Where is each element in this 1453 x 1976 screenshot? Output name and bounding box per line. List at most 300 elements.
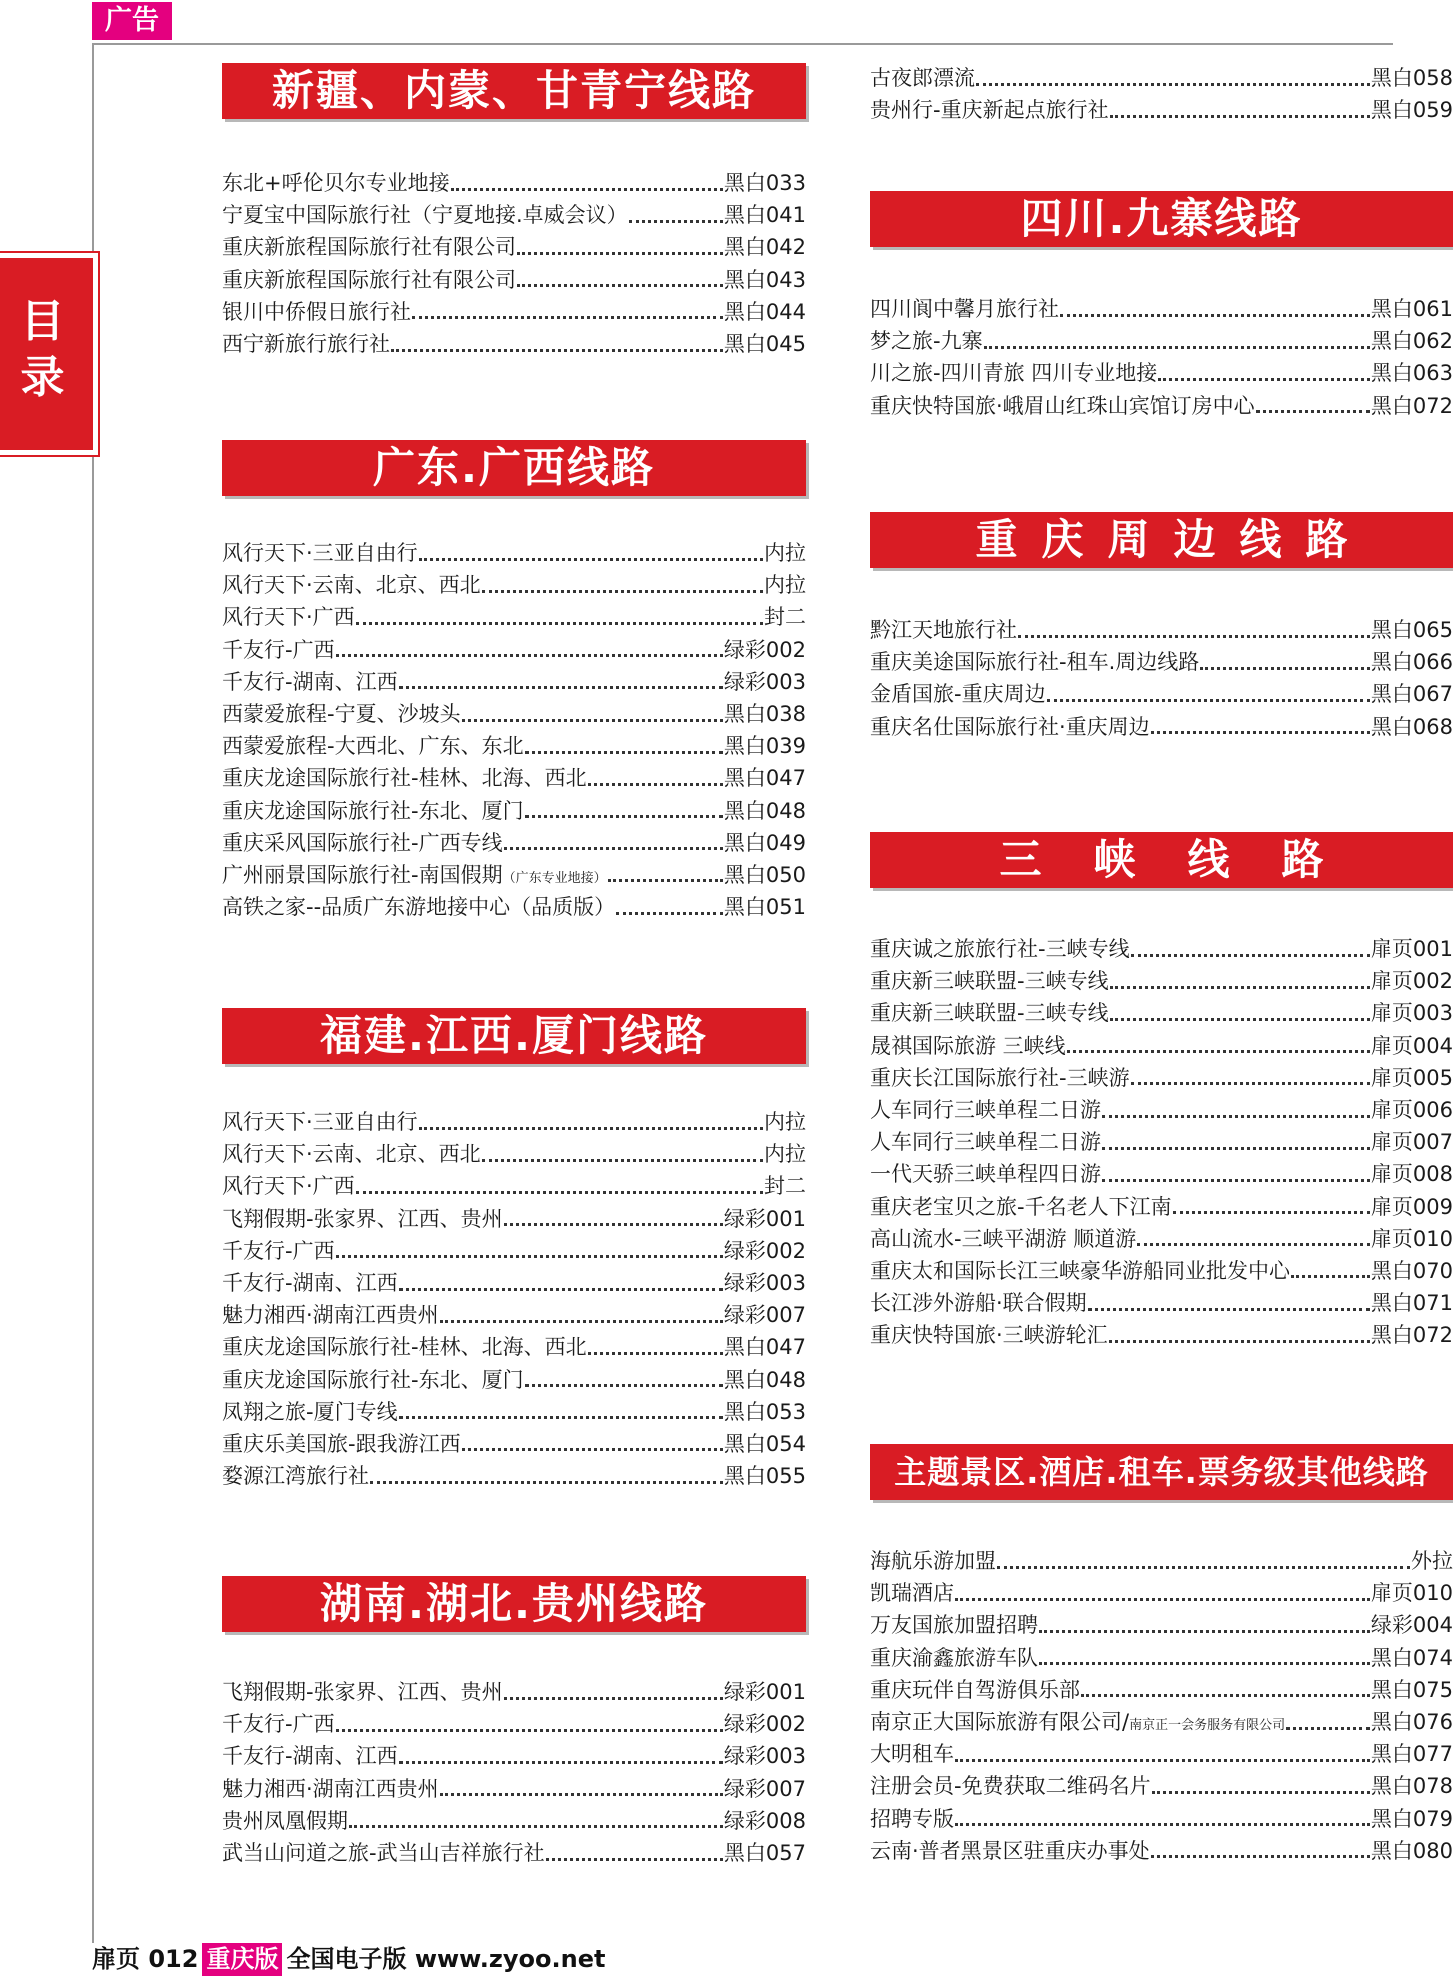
leader-dots [1018,635,1370,638]
toc-entry [222,1459,806,1491]
leader-dots [955,1598,1370,1601]
entry-page: 黑白047 [723,766,806,791]
entry-name: 重庆新三峡联盟-三峡专线 [870,969,1109,994]
leader-dots [482,1159,763,1162]
entry-list [870,292,1453,421]
entry-name: 重庆新旅程国际旅行社有限公司 [222,235,516,260]
section-guangdong [222,440,806,922]
entry-title [870,1287,1087,1317]
toc-entry [870,1125,1453,1157]
entry-name: 凤翔之旅-厦门专线 [222,1399,398,1424]
toc-entry [222,697,806,729]
entry-name: 梦之旅-九寨 [870,329,983,354]
entry-name: 千友行-湖南、江西 [222,669,398,694]
entry-page: 黑白057 [723,1841,806,1866]
toc-entry [870,1705,1453,1737]
toc-entry [870,1544,1453,1576]
entry-page: 黑白033 [723,171,806,196]
entry-name: 重庆名仕国际旅行社·重庆周边 [870,714,1150,739]
entry-page: 扉页010 [1370,1581,1453,1606]
entry-name: 招聘专版 [870,1806,954,1831]
entry-name: 高铁之家--品质广东游地接中心（品质版） [222,895,616,920]
toc-entry [870,1029,1453,1061]
entry-title [222,1203,503,1233]
entry-name: 海航乐游加盟 [870,1549,996,1574]
entry-title [222,1396,398,1426]
toc-entry [870,1673,1453,1705]
leader-dots [1158,378,1370,381]
section-fujian [222,1008,806,1491]
leader-dots [1039,1630,1370,1633]
toc-entry [222,1234,806,1266]
entry-page: 黑白048 [723,1367,806,1392]
entry-page: 黑白079 [1370,1806,1453,1831]
entry-title [870,1545,996,1575]
entry-name: 万友国旅加盟招聘 [870,1613,1038,1638]
entry-name: 黔江天地旅行社 [870,618,1017,643]
entry-name: 重庆太和国际长江三峡豪华游船同业批发中心 [870,1258,1290,1283]
entry-title [870,1770,1151,1800]
section-xinjiang [222,63,806,359]
entry-page: 黑白039 [723,734,806,759]
entry-name: 贵州行-重庆新起点旅行社 [870,98,1109,123]
toc-entry [870,1318,1453,1350]
toc-entry [870,1608,1453,1640]
entry-title [222,1106,418,1136]
entry-name: 千友行-广西 [222,1238,335,1263]
entry-name: 风行天下·云南、北京、西北 [222,573,481,598]
entry-title [222,537,418,567]
toc-entry [870,292,1453,324]
entry-page: 绿彩001 [723,1680,806,1705]
entry-title [870,1577,954,1607]
leader-dots [1102,1115,1370,1118]
sidebar-char: 目 [20,296,65,347]
leader-dots [419,558,763,561]
leader-dots [1039,1662,1370,1665]
entry-title [870,1223,1136,1253]
toc-entry [870,1802,1453,1834]
entry-title [870,711,1150,741]
entry-list [222,1675,806,1868]
section-title: 三峡线路 [870,832,1453,888]
leader-dots [336,1729,723,1732]
entry-page: 扉页010 [1370,1226,1453,1251]
section-title: 主题景区.酒店.租车.票务级其他线路 [870,1444,1453,1500]
entry-name: 广州丽景国际旅行社-南国假期 [222,862,503,887]
leader-dots [440,1320,723,1323]
entry-list [222,536,806,922]
footer [92,1943,1393,1976]
leader-dots [1131,954,1370,957]
leader-dots [1047,699,1370,702]
entry-name: 南京正大国际旅游有限公司/ [870,1710,1130,1735]
entry-name: 风行天下·三亚自由行 [222,1110,418,1135]
leader-dots [1291,1275,1370,1278]
entry-page: 扉页008 [1370,1162,1453,1187]
entry-name: 四川阆中馨月旅行社 [870,297,1059,322]
leader-dots [629,220,723,223]
leader-dots [588,1352,723,1355]
section-sichuan [870,191,1453,421]
table-of-contents-tab [0,258,93,450]
entry-page: 黑白047 [723,1335,806,1360]
entry-name: 重庆乐美国旅-跟我游江西 [222,1431,461,1456]
entry-list [870,1544,1453,1866]
toc-entry [222,665,806,697]
entry-title [870,94,1109,124]
leader-dots [370,1481,723,1484]
entry-page: 黑白067 [1370,682,1453,707]
toc-entry [870,964,1453,996]
leader-dots [1109,1340,1370,1343]
entry-page: 黑白078 [1370,1774,1453,1799]
entry-page: 内拉 [764,573,806,598]
toc-entry [870,1190,1453,1222]
entry-name: 西蒙爱旅程-大西北、广东、东北 [222,734,524,759]
leader-dots [997,1566,1410,1569]
leader-dots [1110,986,1370,989]
entry-page: 黑白044 [723,299,806,324]
entry-title [870,1094,1101,1124]
entry-title [222,1740,398,1770]
entry-title [222,1331,587,1361]
toc-entry [222,1804,806,1836]
entry-name: 千友行-湖南、江西 [222,1744,398,1769]
leader-dots [608,879,723,882]
toc-entry [870,1254,1453,1286]
toc-entry [870,324,1453,356]
sidebar-char: 录 [20,352,65,403]
entry-name: 古夜郎漂流 [870,66,975,91]
toc-entry [222,1266,806,1298]
toc-entry [222,1707,806,1739]
entry-list [870,61,1453,125]
entry-title [222,1837,545,1867]
entry-page: 黑白070 [1370,1258,1453,1283]
entry-title [222,859,607,889]
entry-name: 宁夏宝中国际旅行社（宁夏地接.卓威会议） [222,203,628,228]
toc-entry [870,677,1453,709]
leader-dots [1110,1018,1370,1021]
toc-entry [222,1427,806,1459]
leader-dots [1151,731,1370,734]
entry-page: 内拉 [764,541,806,566]
leader-dots [984,346,1370,349]
entry-page: 黑白072 [1370,1323,1453,1348]
leader-dots [440,1793,723,1796]
entry-title [870,1255,1290,1285]
section-title: 新疆、内蒙、甘青宁线路 [222,63,806,119]
entry-page: 绿彩001 [723,1206,806,1231]
entry-title [222,827,503,857]
entry-page: 黑白080 [1370,1838,1453,1863]
entry-title [870,678,1046,708]
toc-entry [222,600,806,632]
leader-dots [462,719,723,722]
entry-page: 黑白077 [1370,1742,1453,1767]
entry-page: 黑白058 [1370,66,1453,91]
leader-dots [1110,115,1370,118]
entry-title [222,1805,348,1835]
leader-dots [1081,1694,1370,1697]
entry-title [222,231,516,261]
entry-name: 贵州凤凰假期 [222,1808,348,1833]
entry-page: 黑白045 [723,332,806,357]
entry-title [222,1299,439,1329]
entry-title [870,1030,1066,1060]
leader-dots [1152,1791,1370,1794]
entry-page: 扉页006 [1370,1098,1453,1123]
entry-name: 重庆新三峡联盟-三峡专线 [870,1001,1109,1026]
section-title: 四川.九寨线路 [870,191,1453,247]
edition-badge: 重庆版 [202,1943,282,1976]
entry-title [870,293,1059,323]
entry-name: 飞翔假期-张家界、江西、贵州 [222,1680,503,1705]
entry-page: 绿彩008 [723,1808,806,1833]
entry-name: 重庆龙途国际旅行社-桂林、北海、西北 [222,766,587,791]
page-frame [92,43,1453,1943]
entry-title [222,1235,335,1265]
leader-dots [504,1223,723,1226]
entry-list [222,1105,806,1491]
entry-page: 扉页001 [1370,937,1453,962]
toc-entry [870,1576,1453,1608]
toc-entry [870,61,1453,93]
toc-entry [222,263,806,295]
leader-dots [525,751,723,754]
toc-entry [222,858,806,890]
entry-page: 扉页002 [1370,969,1453,994]
website-url: www.zyoo.net [414,1945,606,1973]
entry-name: 风行天下·广西 [222,1174,355,1199]
toc-entry [870,1737,1453,1769]
entry-page: 黑白053 [723,1399,806,1424]
section-continued [870,61,1453,125]
entry-page: 黑白059 [1370,98,1453,123]
entry-name: 重庆新旅程国际旅行社有限公司 [222,267,516,292]
entry-name: 西宁新旅行旅行社 [222,332,390,357]
entry-title [222,698,461,728]
leader-dots [1088,1308,1370,1311]
entry-page: 黑白062 [1370,329,1453,354]
toc-entry [870,1061,1453,1093]
leader-dots [399,1416,723,1419]
toc-entry [222,761,806,793]
leader-dots [546,1858,723,1861]
entry-title [222,634,335,664]
entry-title [870,1706,1285,1736]
entry-title [870,1674,1080,1704]
entry-title [870,933,1130,963]
entry-page: 黑白068 [1370,714,1453,739]
toc-entry [222,1298,806,1330]
entry-title [222,167,450,197]
toc-entry [222,568,806,600]
toc-entry [222,1836,806,1868]
leader-dots [616,912,723,915]
entry-title [870,1126,1101,1156]
entry-title [222,1676,503,1706]
toc-entry [870,1834,1453,1866]
entry-page: 外拉 [1411,1549,1453,1574]
entry-title [870,1609,1038,1639]
section-title: 湖南.湖北.贵州线路 [222,1576,806,1632]
entry-name: 重庆龙途国际旅行社-东北、厦门 [222,798,524,823]
leader-dots [336,654,723,657]
entry-name: 凯瑞酒店 [870,1581,954,1606]
entry-name: 千友行-湖南、江西 [222,1271,398,1296]
toc-entry [222,826,806,858]
leader-dots [517,252,723,255]
entry-title [870,1803,954,1833]
entry-list [870,613,1453,742]
entry-title [222,762,587,792]
entry-title [222,296,411,326]
entry-title [870,646,1199,676]
toc-entry [222,1202,806,1234]
entry-title [870,325,983,355]
entry-title [222,1708,335,1738]
leader-dots [419,1127,763,1130]
toc-entry [222,230,806,262]
entry-title [222,1773,439,1803]
entry-name: 银川中侨假日旅行社 [222,299,411,324]
leader-dots [1200,667,1370,670]
toc-entry [222,1772,806,1804]
entry-title [870,1642,1038,1672]
section-other [870,1444,1453,1866]
toc-entry [222,1169,806,1201]
entry-name: 千友行-广西 [222,1712,335,1737]
leader-dots [399,1288,723,1291]
toc-entry [870,1641,1453,1673]
entry-page: 绿彩002 [723,1712,806,1737]
entry-name: 东北+呼伦贝尔专业地接 [222,171,450,196]
entry-title [222,730,524,760]
toc-entry [870,1769,1453,1801]
entry-name: 重庆诚之旅旅行社-三峡专线 [870,937,1130,962]
entry-page: 黑白072 [1370,393,1453,418]
entry-name: 魅力湘西·湖南江西贵州 [222,1776,439,1801]
entry-title [222,199,628,229]
leader-dots [356,1191,763,1194]
entry-name: 重庆玩伴自驾游俱乐部 [870,1677,1080,1702]
entry-name: 魅力湘西·湖南江西贵州 [222,1303,439,1328]
leader-dots [412,316,723,319]
entry-name: 武当山问道之旅-武当山吉祥旅行社 [222,1841,545,1866]
entry-page: 黑白042 [723,235,806,260]
leader-dots [399,686,723,689]
entry-name: 人车同行三峡单程二日游 [870,1130,1101,1155]
entry-page: 黑白041 [723,203,806,228]
leader-dots [1131,1082,1370,1085]
entry-name: 重庆采风国际旅行社-广西专线 [222,830,503,855]
entry-title [870,1835,1150,1865]
toc-entry [222,198,806,230]
entry-name: 西蒙爱旅程-宁夏、沙坡头 [222,702,461,727]
leader-dots [1173,1211,1370,1214]
entry-page: 绿彩002 [723,1238,806,1263]
entry-name: 长江涉外游船·联合假期 [870,1291,1087,1316]
toc-entry [222,1363,806,1395]
entry-page: 绿彩002 [723,637,806,662]
toc-entry [870,356,1453,388]
leader-dots [399,1761,723,1764]
entry-title [222,328,390,358]
entry-name: 注册会员-免费获取二维码名片 [870,1774,1151,1799]
entry-title [870,1158,1101,1188]
entry-name: 千友行-广西 [222,637,335,662]
entry-page: 扉页009 [1370,1194,1453,1219]
leader-dots [525,815,723,818]
toc-entry [222,327,806,359]
toc-entry [222,536,806,568]
entry-title [222,1170,355,1200]
entry-page: 黑白071 [1370,1291,1453,1316]
entry-title [870,965,1109,995]
entry-title [870,997,1109,1027]
entry-name: 川之旅-四川青旅 四川专业地接 [870,361,1158,386]
entry-page: 黑白043 [723,267,806,292]
entry-page: 黑白048 [723,798,806,823]
entry-page: 绿彩007 [723,1776,806,1801]
toc-entry [870,1286,1453,1318]
leader-dots [349,1825,723,1828]
entry-name: 一代天骄三峡单程四日游 [870,1162,1101,1187]
entry-name: 重庆长江国际旅行社-三峡游 [870,1065,1130,1090]
entry-title [222,666,398,696]
entry-page: 扉页005 [1370,1065,1453,1090]
leader-dots [391,349,723,352]
entry-page: 黑白066 [1370,650,1453,675]
entry-title [222,1460,369,1490]
entry-page: 封二 [764,1174,806,1199]
toc-entry [870,389,1453,421]
entry-page: 黑白075 [1370,1677,1453,1702]
leader-dots [1286,1727,1370,1730]
entry-page: 扉页007 [1370,1130,1453,1155]
toc-entry [222,295,806,327]
entry-name: 重庆老宝贝之旅-千名老人下江南 [870,1194,1172,1219]
toc-entry [222,1739,806,1771]
section-title: 广东.广西线路 [222,440,806,496]
toc-entry [222,1137,806,1169]
entry-name: 人车同行三峡单程二日游 [870,1098,1101,1123]
toc-entry [222,1105,806,1137]
entry-name: 重庆龙途国际旅行社-东北、厦门 [222,1367,524,1392]
entry-page: 绿彩003 [723,1744,806,1769]
entry-title [870,1062,1130,1092]
leader-dots [462,1448,723,1451]
entry-name: 重庆渝鑫旅游车队 [870,1645,1038,1670]
entry-name: 重庆快特国旅·峨眉山红珠山宾馆订房中心 [870,393,1255,418]
entry-name: 金盾国旅-重庆周边 [870,682,1046,707]
entry-page: 黑白074 [1370,1645,1453,1670]
entry-title [222,264,516,294]
entry-page: 黑白054 [723,1431,806,1456]
leader-dots [955,1759,1370,1762]
entry-page: 黑白051 [723,895,806,920]
entry-page: 黑白076 [1370,1710,1453,1735]
entry-page: 黑白055 [723,1464,806,1489]
entry-page: 黑白063 [1370,361,1453,386]
leader-dots [336,1255,723,1258]
leader-dots [976,83,1370,86]
leader-dots [1060,314,1370,317]
entry-name: 风行天下·广西 [222,605,355,630]
entry-name: 婺源江湾旅行社 [222,1464,369,1489]
